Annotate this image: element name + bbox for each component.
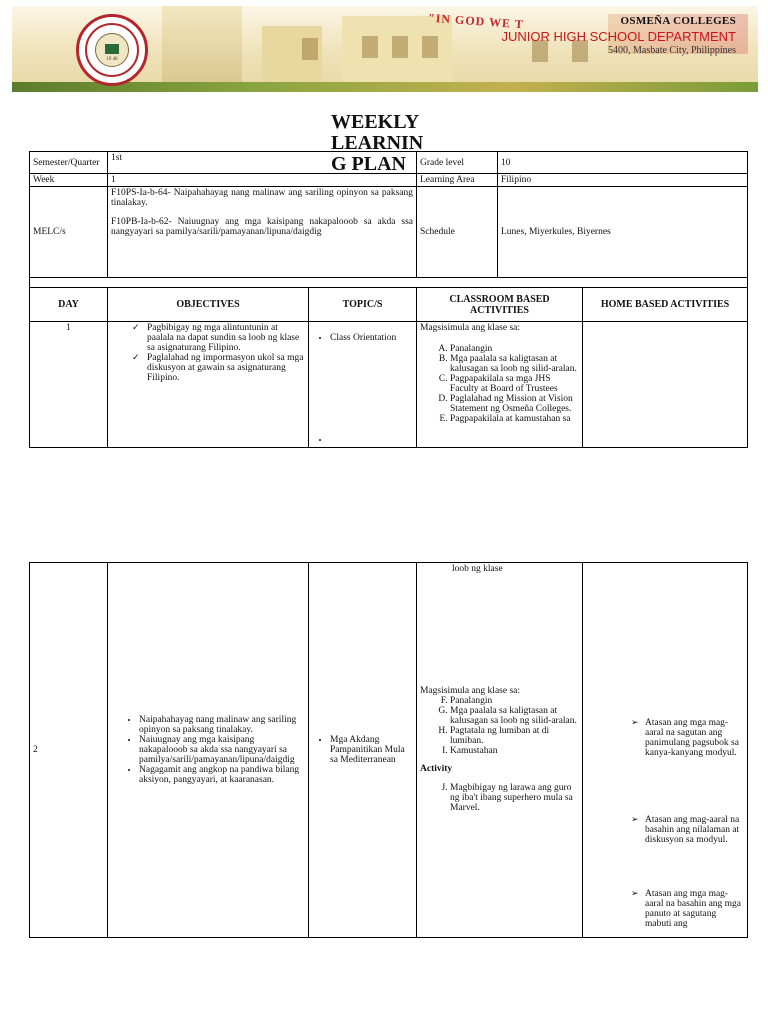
schedule-value: Lunes, Miyerkules, Biyernes bbox=[498, 187, 748, 278]
list-item: B. Mga paalala sa kaligtasan at kalusagan sa loob ng silid-aralan. bbox=[450, 354, 579, 374]
list-item: ✓ Paglalahad ng impormasyon ukol sa mga diskusyon at gawain sa asignaturang Filipino. bbox=[147, 353, 305, 383]
col-home: HOME BASED ACTIVITIES bbox=[583, 288, 748, 322]
melc-label: MELC/s bbox=[30, 187, 108, 278]
topics-cell bbox=[309, 322, 417, 448]
grade-value: 10 bbox=[498, 152, 748, 174]
home-cell bbox=[583, 322, 748, 448]
carry-over-text: loob ng klase bbox=[452, 564, 503, 574]
melc-item: F10PB-Ia-b-62- Naiuugnay ang mga kaisipang nakapalooob sa akda ssa nangyayari sa pamilya/sarili/pamayanan/lipuna/daigdig bbox=[111, 217, 413, 237]
list-item: F. Panalangin bbox=[450, 696, 579, 706]
area-label: Learning Area bbox=[417, 174, 498, 187]
col-objectives: OBJECTIVES bbox=[108, 288, 309, 322]
list-item: C. Pagpapakilala sa mga JHS Faculty at Board of Trustees bbox=[450, 374, 579, 394]
col-topics: TOPIC/S bbox=[309, 288, 417, 322]
spacer-row bbox=[30, 278, 748, 288]
week-label: Week bbox=[30, 174, 108, 187]
school-seal-icon bbox=[76, 14, 148, 86]
info-table bbox=[29, 151, 748, 278]
list-item: J. Magbibigay ng larawa ang guro ng iba't ibang superhero mula sa Marvel. bbox=[450, 783, 579, 813]
banner-building bbox=[162, 6, 242, 92]
list-item: ➢ Atasan ang mga mag-aaral na sagutan ang panimulang pagsubok sa kanya-kanyang modyul. bbox=[645, 718, 743, 758]
list-item: ✓ Pagbibigay ng mga alintuntunin at paalala na dapat sundin sa loob ng klase sa asignaturang Filipino. bbox=[147, 323, 305, 353]
col-day: DAY bbox=[30, 288, 108, 322]
list-item: I. Kamustahan bbox=[450, 746, 579, 756]
list-item: • Mga Akdang Pampanitikan Mula sa Mediterranean bbox=[330, 735, 413, 765]
seal-year: 19 48 bbox=[106, 57, 118, 62]
classroom-cell bbox=[417, 563, 583, 938]
melc-cell bbox=[108, 187, 417, 278]
day-number: 1 bbox=[30, 322, 108, 448]
school-name: OSMEÑA COLLEGES bbox=[620, 15, 736, 27]
semester-label: Semester/Quarter bbox=[30, 152, 108, 174]
classroom-intro: Magsisimula ang klase sa: bbox=[420, 686, 520, 696]
page-title: WEEKLY LEARNING PLAN bbox=[331, 111, 424, 175]
school-info bbox=[501, 15, 736, 56]
activity-label: Activity bbox=[420, 764, 453, 774]
schedule-table-continued bbox=[29, 562, 748, 938]
schedule-label: Schedule bbox=[417, 187, 498, 278]
schedule-table bbox=[29, 277, 748, 448]
semester-value: 1st bbox=[108, 152, 417, 174]
objectives-cell bbox=[108, 563, 309, 938]
department-name: JUNIOR HIGH SCHOOL DEPARTMENT bbox=[501, 29, 736, 44]
list-item: • Naipahahayag nang malinaw ang sariling opinyon sa paksang tinalakay. bbox=[139, 715, 305, 735]
melc-item: F10PS-Ia-b-64- Naipahahayag nang malinaw ang sariling opinyon sa paksang tinalakay. bbox=[111, 188, 413, 208]
list-item: A. Panalangin bbox=[450, 344, 579, 354]
home-cell bbox=[583, 563, 748, 938]
col-classroom: CLASSROOM BASED ACTIVITIES bbox=[417, 288, 583, 322]
objectives-cell bbox=[108, 322, 309, 448]
banner-motto: "IN GOD WE T bbox=[427, 10, 525, 32]
list-item: E. Pagpapakilala at kamustahan sa bbox=[450, 414, 579, 424]
classroom-cell bbox=[417, 322, 583, 448]
list-item: D. Paglalahad ng Mission at Vision Statement ng Osmeña Colleges. bbox=[450, 394, 579, 414]
list-item: ➢ Atasan ang mag-aaral na basahin ang nilalaman at diskusyon sa modyul. bbox=[645, 815, 743, 845]
area-value: Filipino bbox=[498, 174, 748, 187]
list-item: ➢ Atasan ang mga mag-aaral na basahin ang mga panuto at sagutang mabuti ang bbox=[645, 889, 743, 929]
list-item: H. Pagtatala ng lumiban at di lumiban. bbox=[450, 726, 579, 746]
list-item: • Class Orientation bbox=[330, 333, 413, 343]
classroom-intro: Magsisimula ang klase sa: bbox=[420, 323, 520, 333]
day-number: 2 bbox=[30, 563, 108, 938]
list-item: G. Mga paalala sa kaligtasan at kalusagan sa loob ng silid-aralan. bbox=[450, 706, 579, 726]
school-address: 5400, Masbate City, Philippines bbox=[608, 45, 736, 56]
list-item: • Naiuugnay ang mga kaisipang nakapalooob sa akda ssa nangyayari sa pamilya/sarili/pamayanan/lipuna/daigdig bbox=[139, 735, 305, 765]
grade-label: Grade level bbox=[417, 152, 498, 174]
week-value: 1 bbox=[108, 174, 417, 187]
topics-cell bbox=[309, 563, 417, 938]
list-item: • Nagagamit ang angkop na pandiwa bilang aksiyon, pangyayari, at kaaranasan. bbox=[139, 765, 305, 785]
